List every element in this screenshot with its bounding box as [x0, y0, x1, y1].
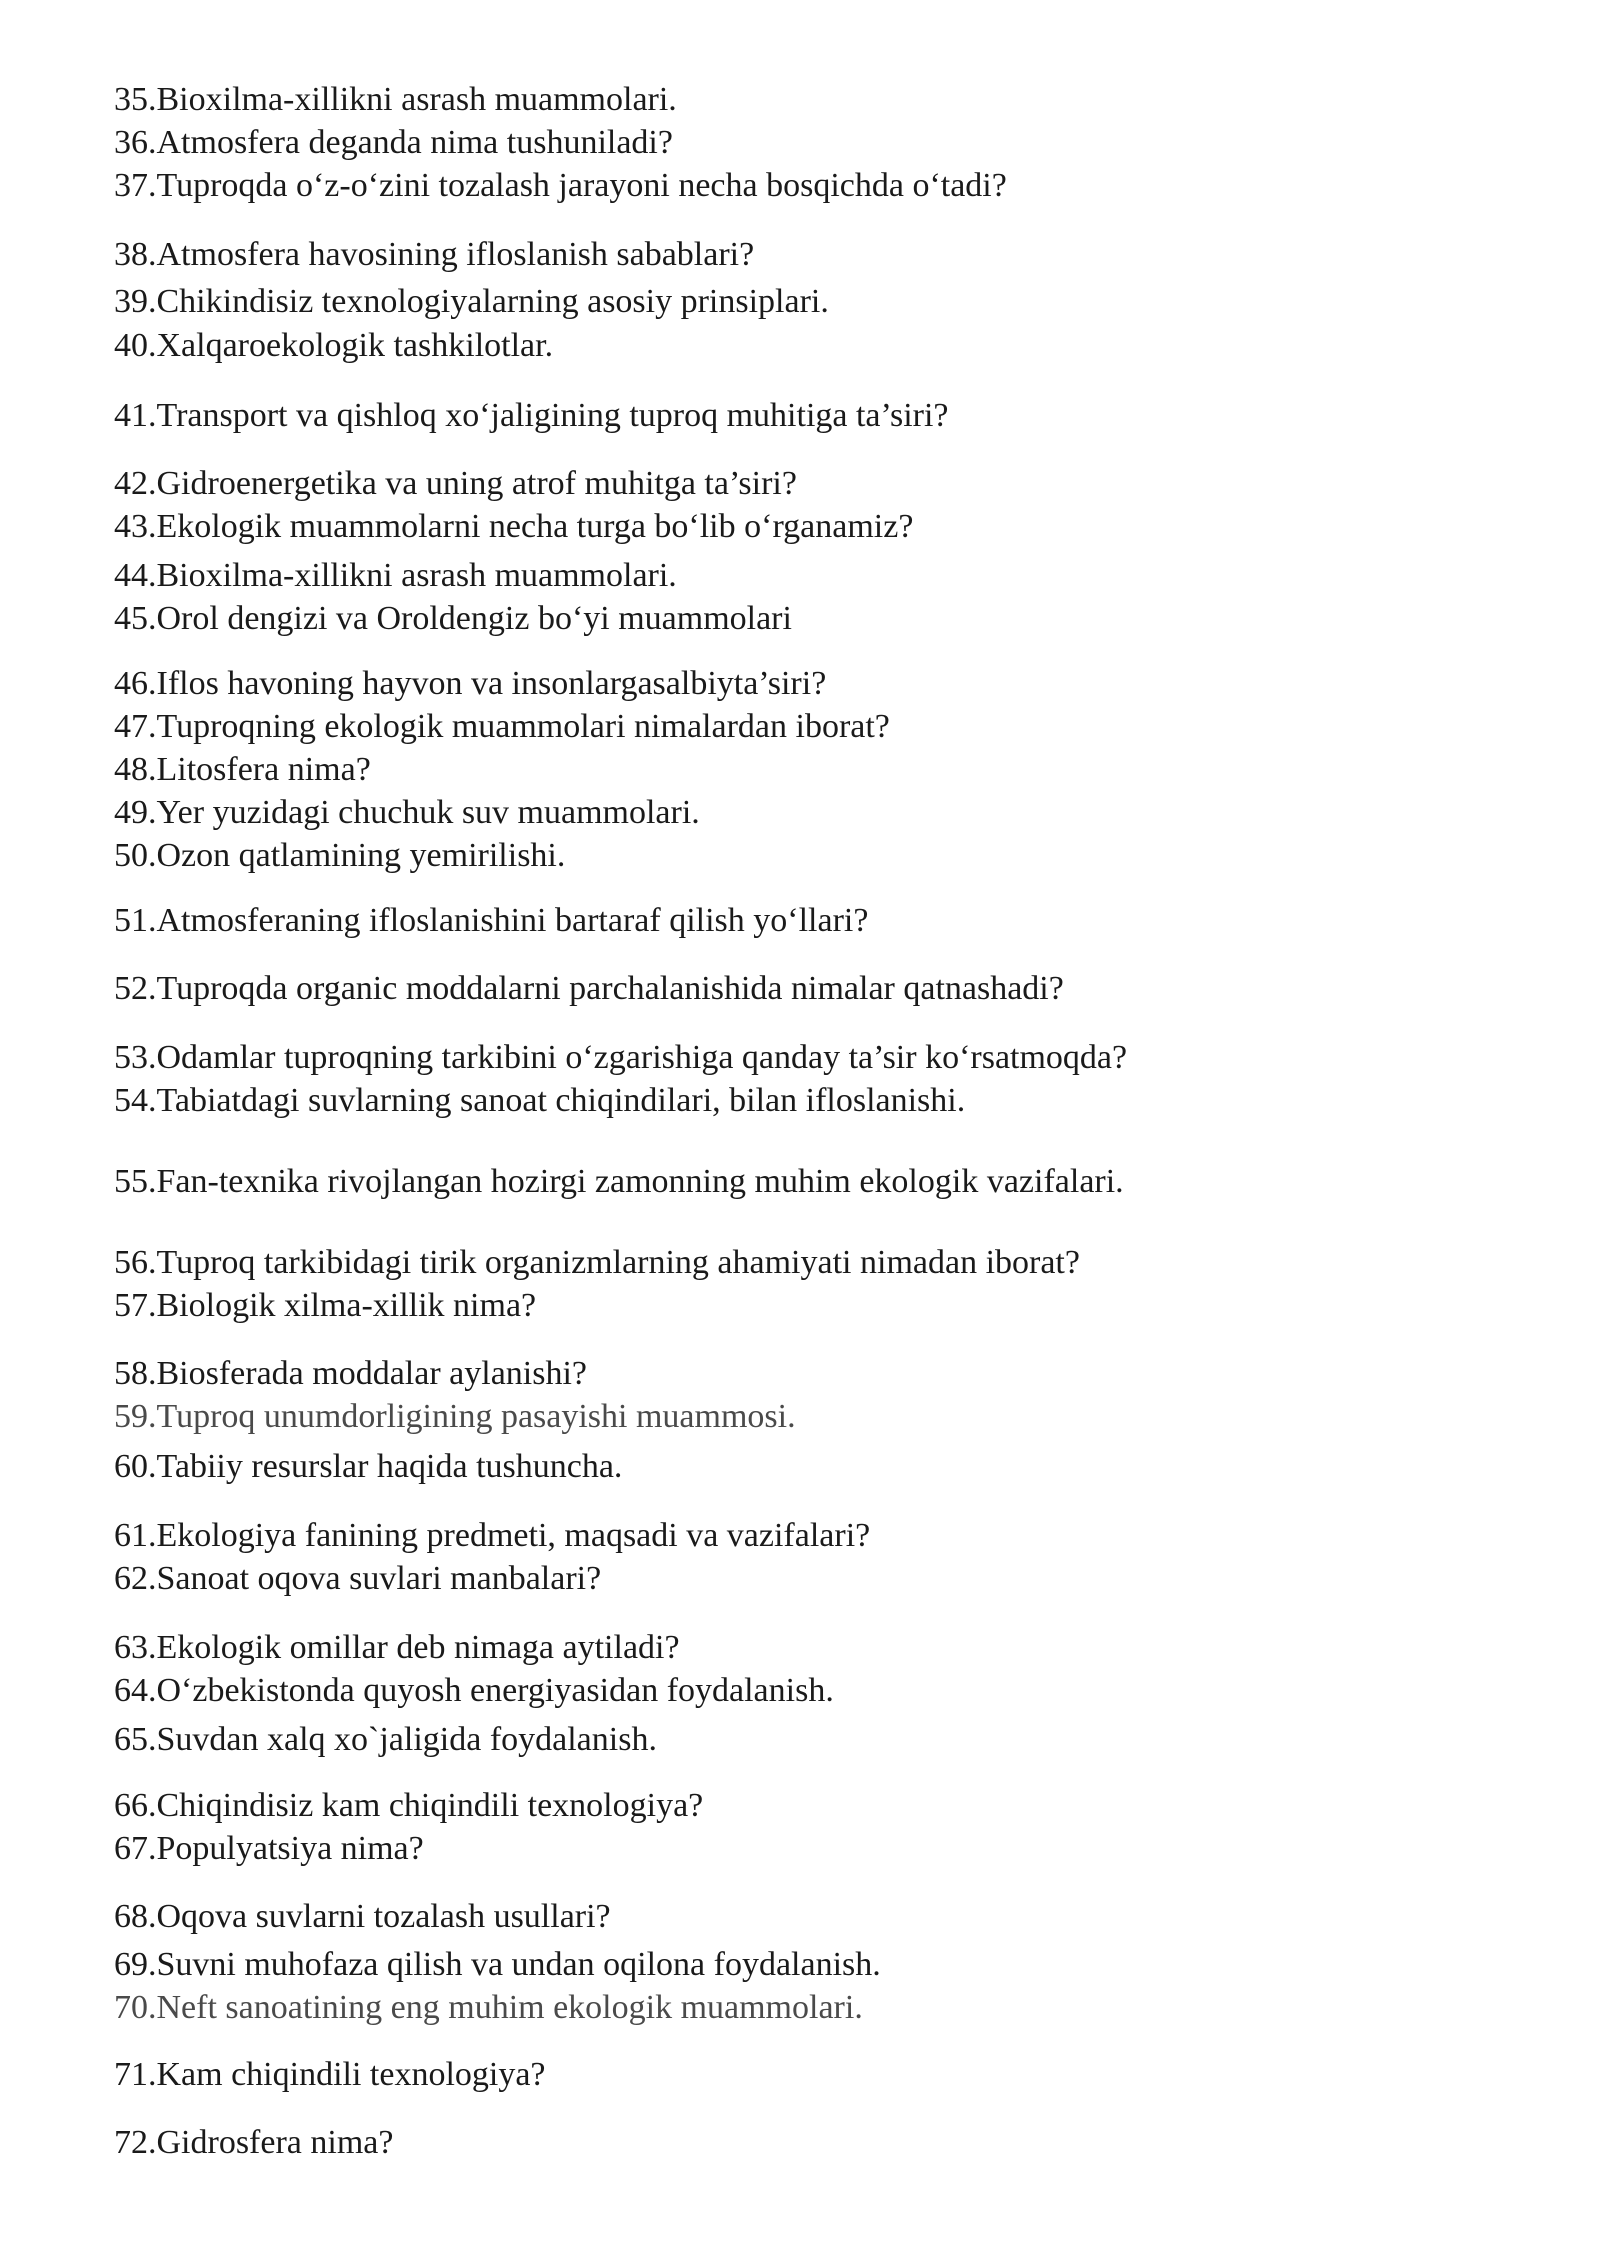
question-58: 58.Biosferada moddalar aylanishi? [114, 1355, 588, 1392]
question-39: 39.Chikindisiz texnologiyalarning asosiy prinsiplari. [114, 283, 829, 320]
question-71: 71.Kam chiqindili texnologiya? [114, 2056, 546, 2093]
question-62: 62.Sanoat oqova suvlari manbalari? [114, 1560, 602, 1597]
question-69: 69.Suvni muhofaza qilish va undan oqilona foydalanish. [114, 1946, 881, 1983]
question-47: 47.Tuproqning ekologik muammolari nimalardan iborat? [114, 708, 890, 745]
question-38: 38.Atmosfera havosining ifloslanish sabablari? [114, 236, 755, 273]
question-53: 53.Odamlar tuproqning tarkibini o‘zgarishiga qanday ta’sir ko‘rsatmoqda? [114, 1039, 1128, 1076]
question-60: 60.Tabiiy resurslar haqida tushuncha. [114, 1448, 623, 1485]
question-45: 45.Orol dengizi va Oroldengiz bo‘yi muammolari [114, 600, 792, 637]
question-51: 51.Atmosferaning ifloslanishini bartaraf qilish yo‘llari? [114, 902, 869, 939]
question-48: 48.Litosfera nima? [114, 751, 371, 788]
question-43: 43.Ekologik muammolarni necha turga bo‘lib o‘rganamiz? [114, 508, 914, 545]
question-49: 49.Yer yuzidagi chuchuk suv muammolari. [114, 794, 700, 831]
question-40: 40.Xalqaroekologik tashkilotlar. [114, 327, 554, 364]
question-54: 54.Tabiatdagi suvlarning sanoat chiqindilari, bilan ifloslanishi. [114, 1082, 966, 1119]
question-50: 50.Ozon qatlamining yemirilishi. [114, 837, 566, 874]
question-35: 35.Bioxilma-xillikni asrash muammolari. [114, 81, 677, 118]
question-65: 65.Suvdan xalq xo`jaligida foydalanish. [114, 1721, 657, 1758]
question-37: 37.Tuproqda o‘z-o‘zini tozalash jarayoni necha bosqichda o‘tadi? [114, 167, 1007, 204]
question-44: 44.Bioxilma-xillikni asrash muammolari. [114, 557, 677, 594]
question-59: 59.Tuproq unumdorligining pasayishi muammosi. [114, 1398, 796, 1435]
question-42: 42.Gidroenergetika va uning atrof muhitga ta’siri? [114, 465, 797, 502]
question-63: 63.Ekologik omillar deb nimaga aytiladi? [114, 1629, 680, 1666]
question-46: 46.Iflos havoning hayvon va insonlargasalbiyta’siri? [114, 665, 827, 702]
question-66: 66.Chiqindisiz kam chiqindili texnologiya? [114, 1787, 704, 1824]
question-70: 70.Neft sanoatining eng muhim ekologik muammolari. [114, 1989, 863, 2026]
question-67: 67.Populyatsiya nima? [114, 1830, 424, 1867]
question-55: 55.Fan-texnika rivojlangan hozirgi zamonning muhim ekologik vazifalari. [114, 1163, 1124, 1200]
question-36: 36.Atmosfera deganda nima tushuniladi? [114, 124, 673, 161]
question-64: 64.O‘zbekistonda quyosh energiyasidan foydalanish. [114, 1672, 834, 1709]
question-57: 57.Biologik xilma-xillik nima? [114, 1287, 537, 1324]
question-61: 61.Ekologiya fanining predmeti, maqsadi va vazifalari? [114, 1517, 871, 1554]
question-41: 41.Transport va qishloq xo‘jaligining tuproq muhitiga ta’siri? [114, 397, 949, 434]
question-72: 72.Gidrosfera nima? [114, 2124, 394, 2161]
question-52: 52.Tuproqda organic moddalarni parchalanishida nimalar qatnashadi? [114, 970, 1064, 1007]
question-56: 56.Tuproq tarkibidagi tirik organizmlarning ahamiyati nimadan iborat? [114, 1244, 1080, 1281]
question-68: 68.Oqova suvlarni tozalash usullari? [114, 1898, 611, 1935]
